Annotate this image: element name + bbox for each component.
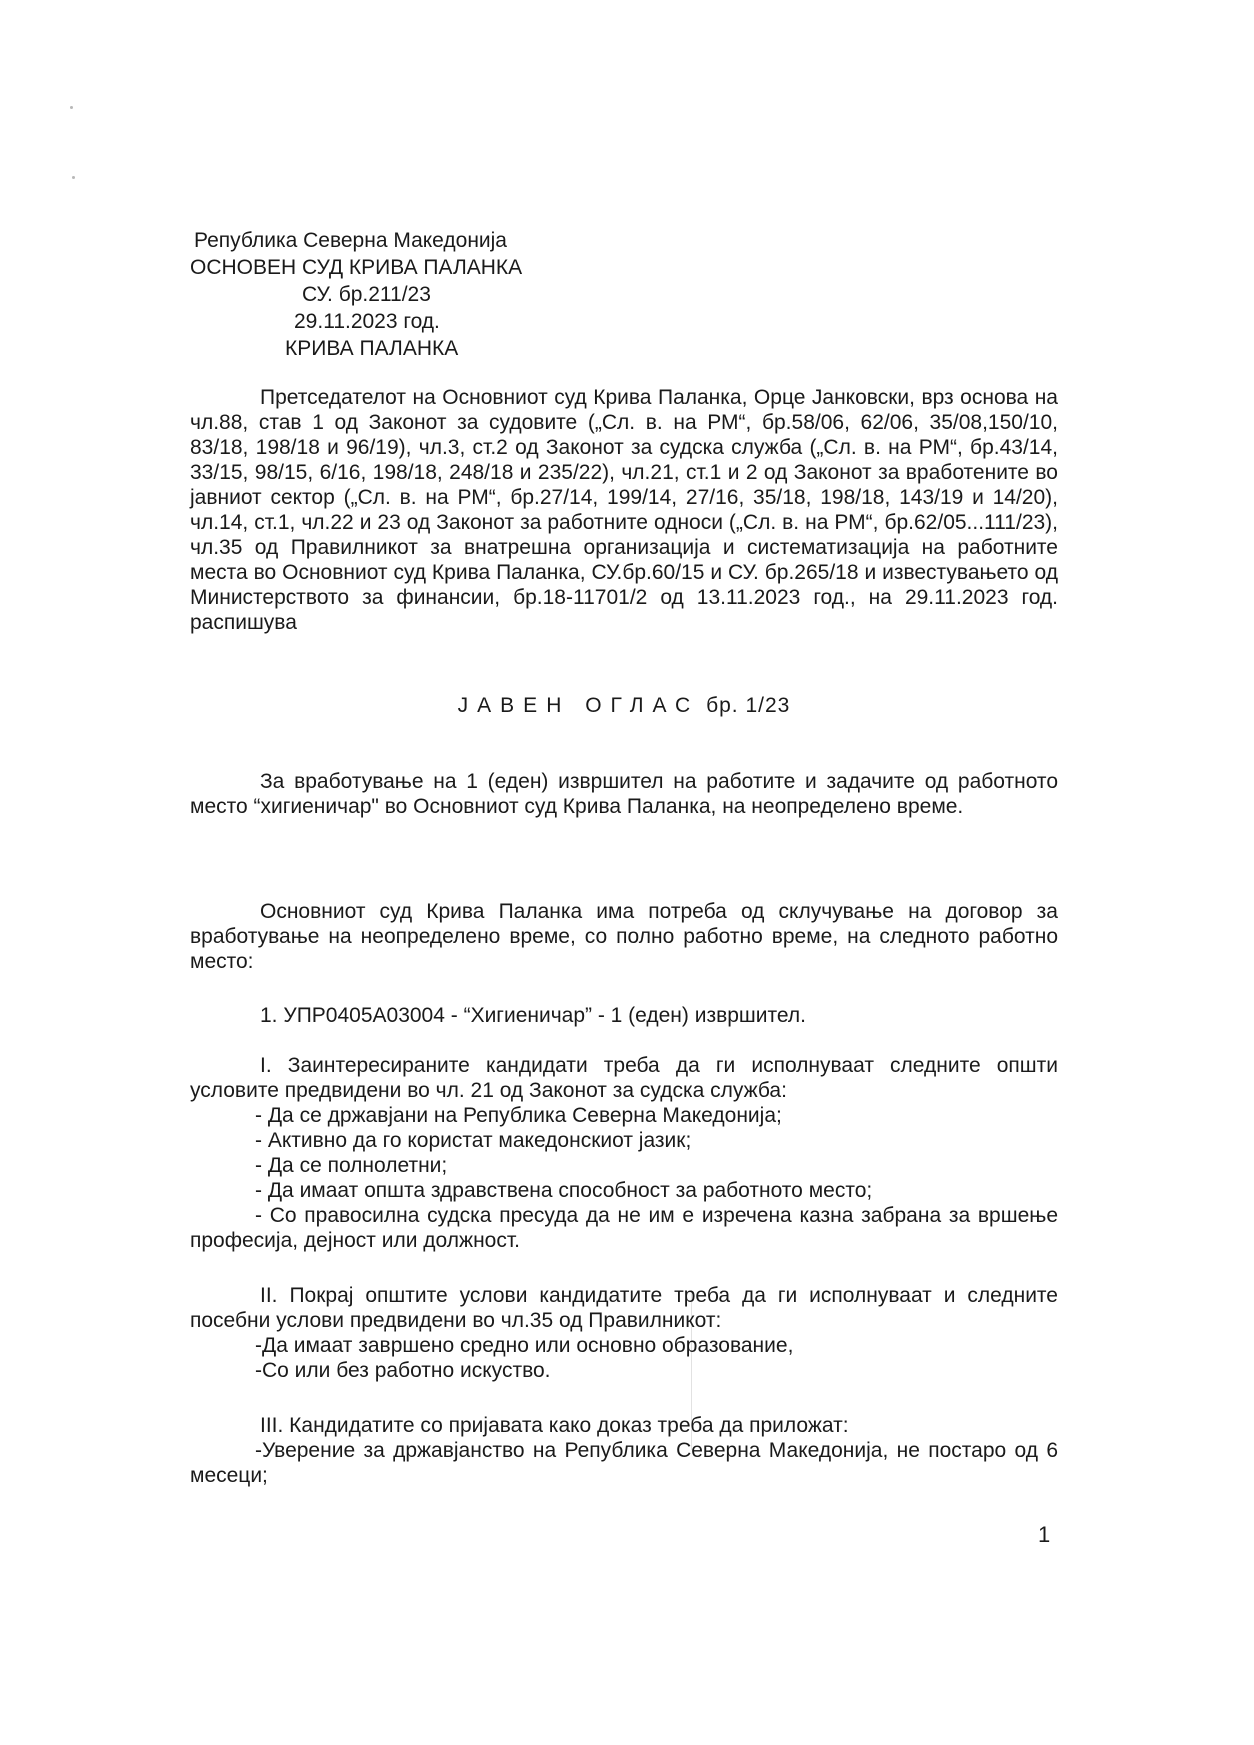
section1-head: I. Заинтересираните кандидати треба да ги исполнуваат следните општи условите предвидени во чл. 21 од Законот за судска служба: bbox=[190, 1054, 1058, 1102]
section1-item: - Да имаат општа здравствена способност за работното место; bbox=[255, 1179, 873, 1202]
document-date: 29.11.2023 год. bbox=[294, 310, 440, 333]
section1-item: - Активно да го користат македонскиот јазик; bbox=[255, 1129, 692, 1152]
document-header bbox=[190, 227, 550, 362]
title-main: ЈАВЕН ОГЛАС bbox=[457, 694, 700, 717]
page-number: 1 bbox=[1038, 1522, 1051, 1547]
section2-head: II. Покрај општите услови кандидатите треба да ги исполнуваат и следните посебни услови предвидени во чл.35 од Правилникот: bbox=[190, 1284, 1058, 1332]
section1-item: - Со правосилна судска пресуда да не им е изречена казна забрана за вршење професија, дејност или должност. bbox=[190, 1204, 1058, 1252]
document-number: СУ. бр.211/23 bbox=[302, 283, 431, 306]
section1-item: - Да се полнолетни; bbox=[255, 1154, 448, 1177]
section2-item: -Да имаат завршено средно или основно образование, bbox=[255, 1334, 794, 1357]
section3-head: III. Кандидатите со пријавата како доказ треба да приложат: bbox=[260, 1414, 849, 1437]
document-city: КРИВА ПАЛАНКА bbox=[285, 337, 459, 360]
scan-speck bbox=[72, 176, 75, 179]
need-paragraph: Основниот суд Крива Паланка има потреба од склучување на договор за вработување на неопределено време, со полно работно време, на следното работно место: bbox=[190, 900, 1058, 973]
court-name: ОСНОВЕН СУД КРИВА ПАЛАНКА bbox=[190, 256, 523, 279]
section-special-conditions bbox=[190, 1283, 1058, 1383]
purpose-paragraph: За вработување на 1 (еден) извршител на работите и задачите од работното место “хигиеничар" во Основниот суд Крива Паланка, на неопределено време. bbox=[190, 770, 1058, 818]
section1-item: - Да се државјани на Република Северна Македонија; bbox=[255, 1104, 782, 1127]
title-number: бр. 1/23 bbox=[706, 694, 791, 717]
position-line: 1. УПР0405А03004 - “Хигиеничар” - 1 (еден) извршител. bbox=[260, 1004, 806, 1027]
section-general-conditions bbox=[190, 1053, 1058, 1253]
document-title bbox=[190, 693, 1058, 718]
section-documents bbox=[190, 1413, 1058, 1488]
preamble-paragraph: Претседателот на Основниот суд Крива Паланка, Орце Јанковски, врз основа на чл.88, став 1 од Законот за судовите („Сл. в. на РМ“, бр.58/06, 62/06, 35/08,150/10, 83/18, 198/18 и 96/19), чл.3, ст.2 од Законот за судска служба („Сл. в. на РМ“, бр.43/14, 33/15, 98/15, 6/16, 198/18, 248/18 и 235/22), чл.21, ст.1 и 2 од Законот за вработените во јавниот сектор („Сл. в. на РМ“, бр.27/14, 199/14, 27/16, 35/18, 198/18, 143/19 и 14/20), чл.14, ст.1, чл.22 и 23 од Законот за работните односи („Сл. в. на РМ“, бр.62/05...111/23), чл.35 од Правилникот за внатрешна организација и систематизација на работните места во Основниот суд Крива Паланка, СУ.бр.60/15 и СУ. бр.265/18 и известувањето од Министерството за финансии, бр.18-11701/2 од 13.11.2023 год., на 29.11.2023 год. распишува bbox=[190, 386, 1058, 634]
scan-speck bbox=[70, 106, 73, 109]
section2-item: -Со или без работно искуство. bbox=[255, 1359, 551, 1382]
section3-item: -Уверение за државјанство на Република Северна Македонија, не постаро од 6 месеци; bbox=[190, 1439, 1058, 1487]
country-name: Република Северна Македонија bbox=[194, 229, 507, 252]
